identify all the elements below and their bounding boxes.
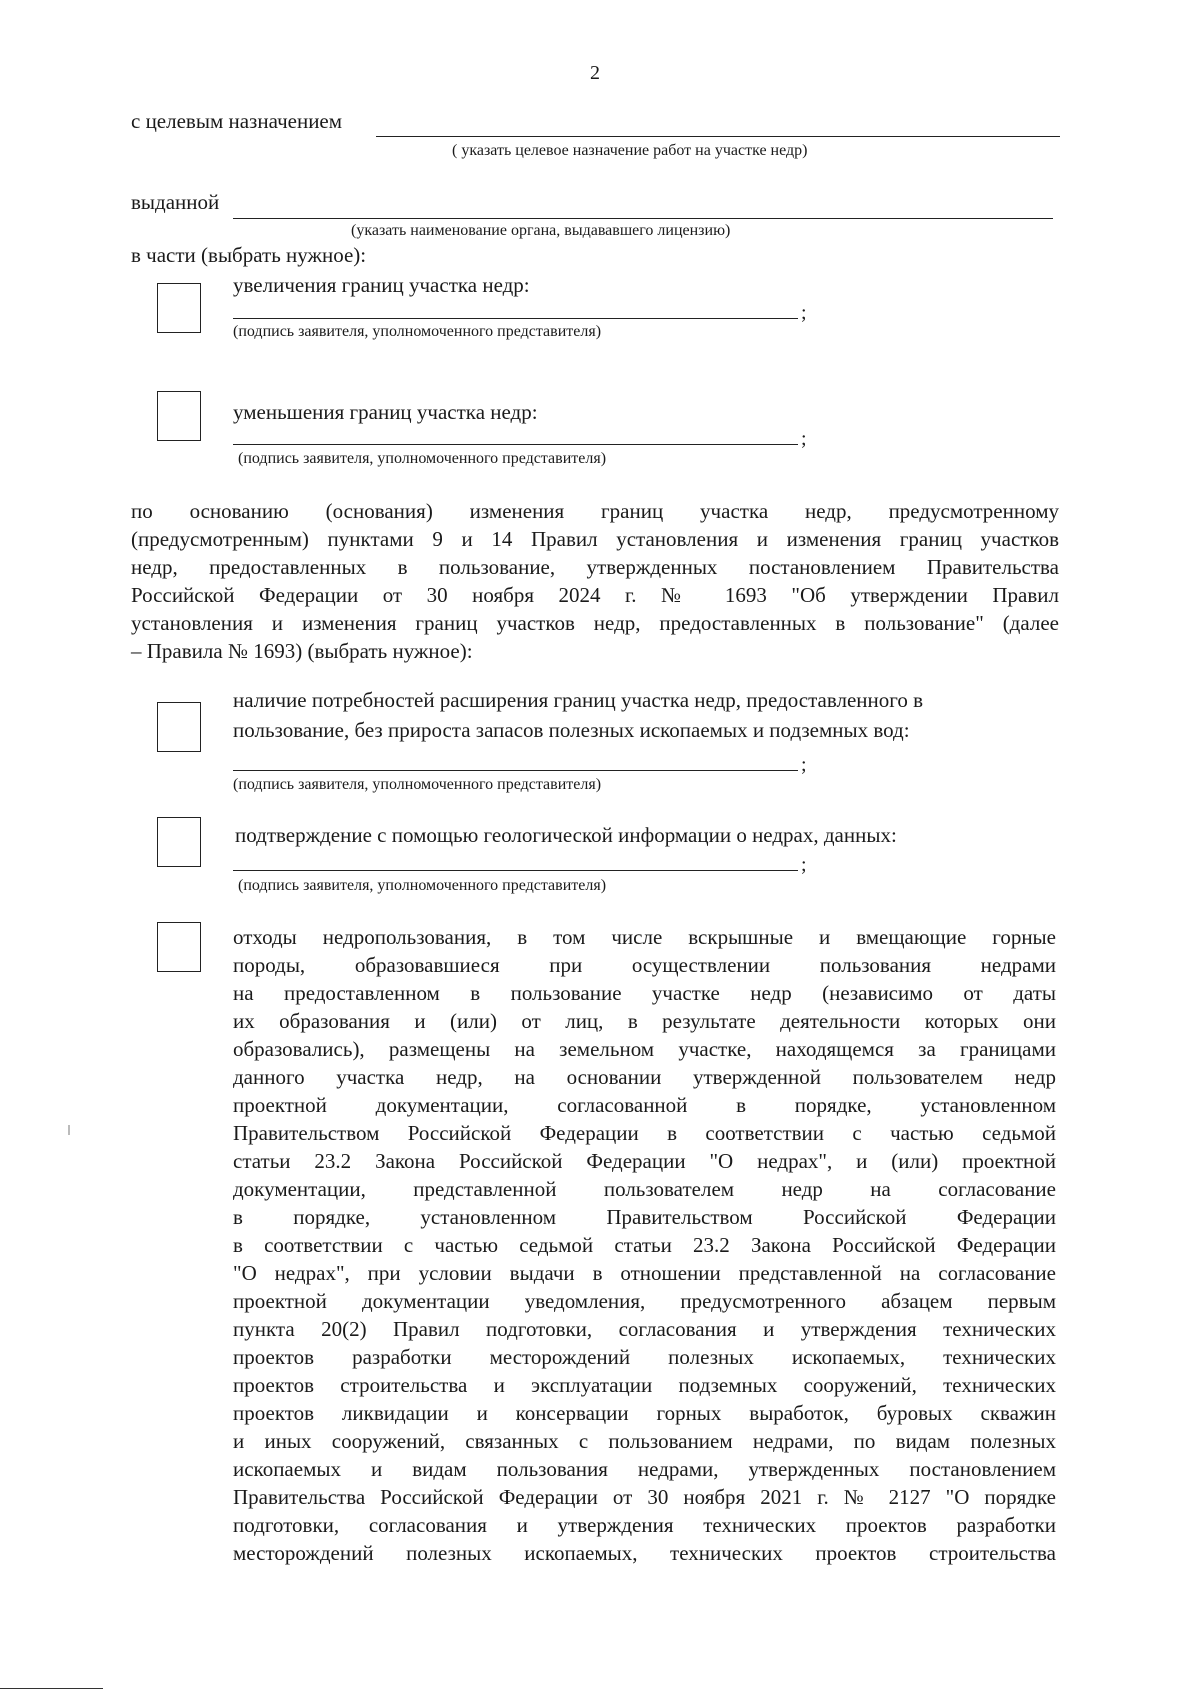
waste-line: пункта 20(2) Правил подготовки, согласования и утверждения технических <box>233 1317 1056 1341</box>
basis-paragraph <box>131 497 1059 665</box>
waste-line: документации, представленной пользователем недр на согласование <box>233 1177 1056 1201</box>
waste-line: породы, образовавшиеся при осуществлении пользования недрами <box>233 953 1056 977</box>
scan-speck <box>68 1125 70 1135</box>
page-number: 2 <box>590 62 600 84</box>
basis-need-line: наличие потребностей расширения границ участка недр, предоставленного в <box>233 688 923 712</box>
waste-line: и иных сооружений, связанных с пользованием недрами, по видам полезных <box>233 1429 1056 1453</box>
purpose-label: с целевым назначением <box>131 109 343 133</box>
waste-line: "О недрах", при условии выдачи в отношении представленной на согласование <box>233 1261 1056 1285</box>
waste-line: статьи 23.2 Закона Российской Федерации "О недрах", и (или) проектной <box>233 1149 1056 1173</box>
waste-line: данного участка недр, на основании утвержденной пользователем недр <box>233 1065 1056 1089</box>
purpose-fill-line[interactable] <box>376 136 1060 137</box>
purpose-caption: ( указать целевое назначение работ на участке недр) <box>452 142 808 159</box>
basis-need-line: пользование, без прироста запасов полезных ископаемых и подземных вод: <box>233 718 910 742</box>
increase-semicolon: ; <box>801 302 807 324</box>
increase-caption: (подпись заявителя, уполномоченного представителя) <box>233 323 602 340</box>
waste-line: месторождений полезных ископаемых, технических проектов строительства <box>233 1541 1056 1565</box>
checkbox-increase[interactable] <box>157 283 201 333</box>
basis-geo-label: подтверждение с помощью геологической информации о недрах, данных: <box>235 823 897 847</box>
increase-label: увеличения границ участка недр: <box>233 273 530 297</box>
basis-need-signature-line[interactable] <box>233 770 798 771</box>
waste-line: проектной документации, согласованной в порядке, установленном <box>233 1093 1056 1117</box>
waste-line: их образования и (или) от лиц, в результате деятельности которых они <box>233 1009 1056 1033</box>
waste-line: подготовки, согласования и утверждения технических проектов разработки <box>233 1513 1056 1537</box>
waste-line: на предоставленном в пользование участке недр (независимо от даты <box>233 981 1056 1005</box>
basis-line: недр, предоставленных в пользование, утвержденных постановлением Правительства <box>131 555 1059 579</box>
in-part-label: в части (выбрать нужное): <box>131 243 367 267</box>
basis-geo-semicolon: ; <box>801 854 807 876</box>
footnote-rule <box>0 1688 103 1689</box>
increase-signature-line[interactable] <box>233 318 798 319</box>
basis-line: – Правила № 1693) (выбрать нужное): <box>131 639 473 663</box>
waste-line: в соответствии с частью седьмой статьи 23.2 Закона Российской Федерации <box>233 1233 1056 1257</box>
waste-line: проектов строительства и эксплуатации подземных сооружений, технических <box>233 1373 1056 1397</box>
waste-line: проектов ликвидации и консервации горных выработок, буровых скважин <box>233 1401 1056 1425</box>
basis-need-text <box>233 686 1035 744</box>
waste-line: Правительства Российской Федерации от 30 ноября 2021 г. № 2127 "О порядке <box>233 1485 1056 1509</box>
basis-line: (предусмотренным) пунктами 9 и 14 Правил установления и изменения границ участков <box>131 527 1059 551</box>
decrease-semicolon: ; <box>801 428 807 450</box>
decrease-caption: (подпись заявителя, уполномоченного представителя) <box>238 450 607 467</box>
checkbox-basis-waste[interactable] <box>157 922 201 972</box>
decrease-label: уменьшения границ участка недр: <box>233 400 538 424</box>
checkbox-basis-need[interactable] <box>157 702 201 752</box>
waste-line: проектов разработки месторождений полезных ископаемых, технических <box>233 1345 1056 1369</box>
basis-geo-signature-line[interactable] <box>233 870 798 871</box>
basis-geo-caption: (подпись заявителя, уполномоченного представителя) <box>238 877 607 894</box>
waste-line: в порядке, установленном Правительством Российской Федерации <box>233 1205 1056 1229</box>
checkbox-decrease[interactable] <box>157 391 201 441</box>
issued-fill-line[interactable] <box>233 218 1053 219</box>
basis-need-semicolon: ; <box>801 754 807 776</box>
waste-line: образовались), размещены на земельном участке, находящемся за границами <box>233 1037 1056 1061</box>
waste-line: Правительством Российской Федерации в соответствии с частью седьмой <box>233 1121 1056 1145</box>
decrease-signature-line[interactable] <box>233 444 798 445</box>
checkbox-basis-geo[interactable] <box>157 817 201 867</box>
issued-caption: (указать наименование органа, выдававшего лицензию) <box>351 222 731 239</box>
basis-need-caption: (подпись заявителя, уполномоченного представителя) <box>233 776 602 793</box>
basis-waste-text <box>233 923 1056 1567</box>
waste-line: ископаемых и видам пользования недрами, утвержденных постановлением <box>233 1457 1056 1481</box>
waste-line: проектной документации уведомления, предусмотренного абзацем первым <box>233 1289 1056 1313</box>
basis-line: по основанию (основания) изменения границ участка недр, предусмотренному <box>131 499 1059 523</box>
basis-line: установления и изменения границ участков недр, предоставленных в пользование" (далее <box>131 611 1059 635</box>
issued-label: выданной <box>131 190 220 214</box>
waste-line: отходы недропользования, в том числе вскрышные и вмещающие горные <box>233 925 1056 949</box>
basis-line: Российской Федерации от 30 ноября 2024 г. № 1693 "Об утверждении Правил <box>131 583 1059 607</box>
